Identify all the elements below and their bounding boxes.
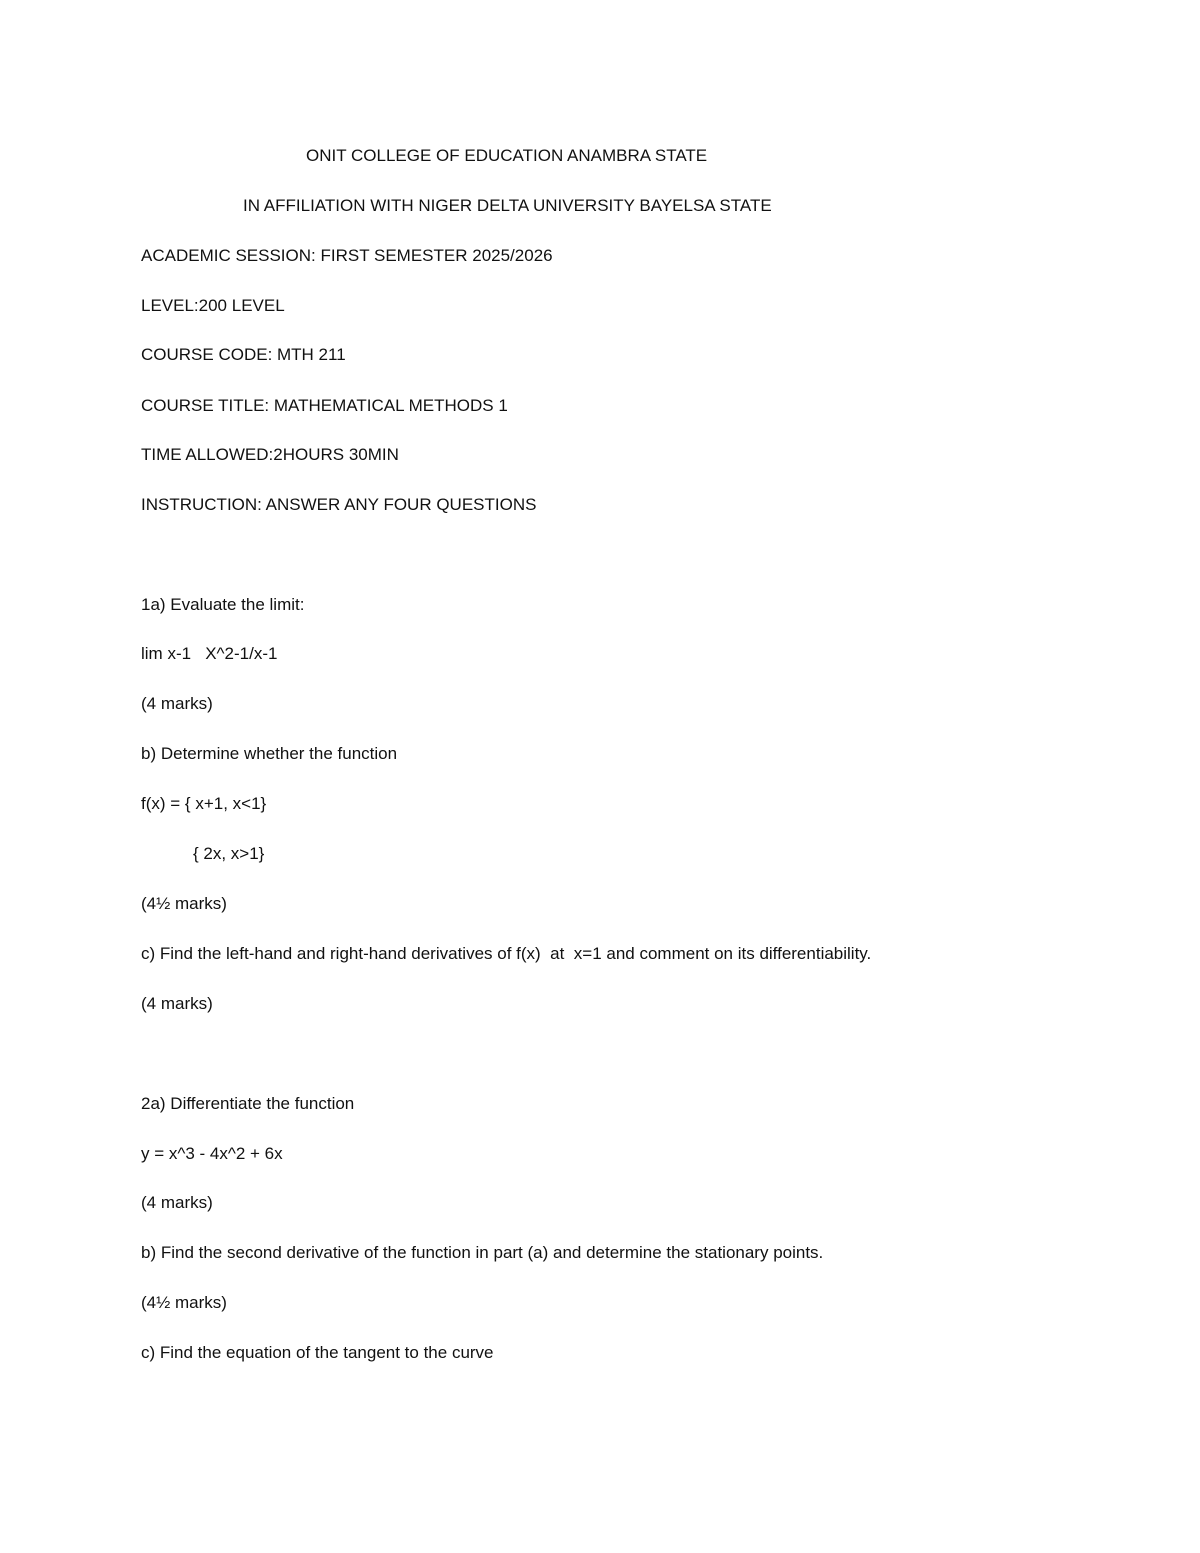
question-1a-expression: lim x-1 X^2-1/x-1	[141, 644, 278, 663]
institution-title: ONIT COLLEGE OF EDUCATION ANAMBRA STATE	[306, 146, 708, 165]
question-2c-prompt: c) Find the equation of the tangent to the curve	[141, 1343, 494, 1362]
question-1c-prompt: c) Find the left-hand and right-hand derivatives of f(x) at x=1 and comment on its differentiability.	[141, 944, 872, 963]
question-1b-marks: (4½ marks)	[141, 894, 227, 913]
question-1a-prompt: 1a) Evaluate the limit:	[141, 595, 305, 614]
question-2a-marks: (4 marks)	[141, 1193, 213, 1212]
question-1b-piece-1: f(x) = { x+1, x<1}	[141, 794, 267, 813]
course-code: COURSE CODE: MTH 211	[141, 345, 346, 364]
question-1b-prompt: b) Determine whether the function	[141, 744, 398, 763]
level: LEVEL:200 LEVEL	[141, 296, 285, 315]
question-2b-prompt: b) Find the second derivative of the function in part (a) and determine the stationary points.	[141, 1243, 824, 1262]
question-1c-marks: (4 marks)	[141, 994, 213, 1013]
question-1a-marks: (4 marks)	[141, 694, 213, 713]
affiliation-line: IN AFFILIATION WITH NIGER DELTA UNIVERSITY BAYELSA STATE	[243, 196, 772, 215]
time-allowed: TIME ALLOWED:2HOURS 30MIN	[141, 445, 399, 464]
instruction: INSTRUCTION: ANSWER ANY FOUR QUESTIONS	[141, 495, 537, 514]
question-2a-prompt: 2a) Differentiate the function	[141, 1094, 355, 1113]
academic-session: ACADEMIC SESSION: FIRST SEMESTER 2025/2026	[141, 246, 553, 265]
course-title: COURSE TITLE: MATHEMATICAL METHODS 1	[141, 396, 508, 415]
question-2a-expression: y = x^3 - 4x^2 + 6x	[141, 1144, 283, 1163]
question-1b-piece-2: { 2x, x>1}	[193, 844, 265, 863]
question-2b-marks: (4½ marks)	[141, 1293, 227, 1312]
